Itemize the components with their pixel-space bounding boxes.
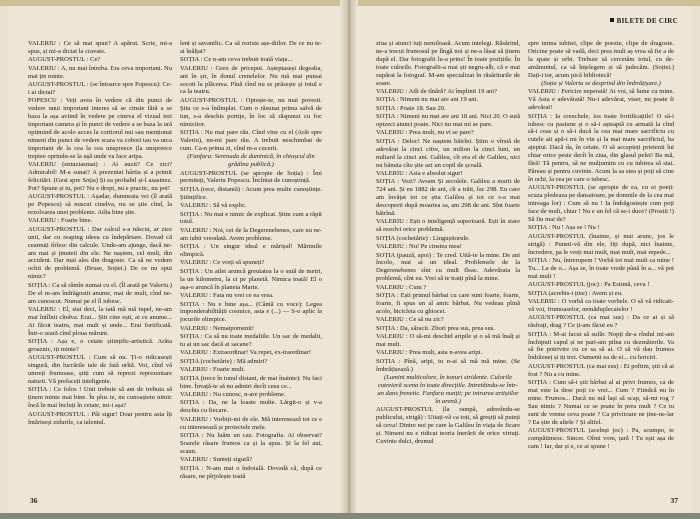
paragraph: SOȚIA : Ești primul bărbat cu care sunt foarte, foarte, foarte, fi spus un al amic bărbat. Nu vedeau plină acolo, bicicleta cu ghiocei. xyxy=(376,292,520,315)
paragraph: AUGUST-PROSTUL : (se întoarce spre Popescu): Ce-i ai dictat? xyxy=(28,81,172,96)
paragraph: AUGUST-PROSTUL (înainte, și mai arunc, jos le strigă) : Puneti-vă din ele, fiți după, nici înainte, încredere, pa le vreți mai mult, mai mult, mai repede... xyxy=(528,232,674,256)
paragraph: SOȚIA : Ce folos ! Unii trebuie să am de trebuia să ținem minte mai bine. În plus te, nu cunoaștem nimic încă în mai încluți în cetate, mi-i așa? xyxy=(28,386,172,410)
paragraph: AUGUST-PROSTUL (la rampă, adresîndu-se publicului, strigă) : Uitați-vă ca toți, să greșiți să puteți să ceva! Dintre noi pe care la Galileu în viața de ficare și. Nimeni nu e ridicat teoria înerării de orice virtuți. Cuvinte dulci, drumul xyxy=(376,406,520,445)
bottom-edge xyxy=(0,513,700,519)
paragraph: VALERIU (entuziasmat) : Ai auzit? Ce zici? Admirabil! M-a sunat? A prezentat hârtia și a primit felicitări. (Gest spre Soția) Și ea probabil și-l asasinez. Pot? Spune și tu, pot? Nu e drept, nu e practic, nu pot! xyxy=(28,161,172,192)
left-column-b xyxy=(180,40,322,502)
paragraph: ziua și atunci iuți nemiloasă. Acum intelegi. Răsărind, ne-a trecut frumosul pe lîngă noi și ne-a lăsat să ținem după el. Dar fotografii lu-a prins! În toate pozițiile. În toate culorile. Fotografii-a mai ști negru-alb, că e mai supărat la fotograf. M-am specializat în răsăriturile de soare. xyxy=(376,40,520,87)
paragraph: VALERIU : Nu! Pe cinstea mea! xyxy=(376,243,462,251)
paragraph: SOȚIA : Nu ! Așa se ! Nu ! xyxy=(528,224,600,232)
paragraph: SOȚIA : Nimeni nu mai are ani 18 ani. Nici 20. O sută optzeci atunci poate. Nici nu mai mi se pare. xyxy=(376,113,520,129)
paragraph: VALERIU : Foarte bine. xyxy=(28,217,93,225)
paragraph: VALERIU : Vorbiți-mi de ele. Mă interesează tot ce e cu interesează și proiectele mele. xyxy=(180,415,322,431)
paragraph: AUGUST-PROSTUL (ca mai sus) : Da ce ai și să răsfrați, drag ? Ce ți-am făcut eu ? xyxy=(528,314,674,330)
paragraph: SOȚIA : Un singur ideal e mărișul! Mărimile olimpică. xyxy=(180,243,322,259)
paragraph: VALERIU : Foarte mult. xyxy=(180,366,245,374)
page-number-right: 37 xyxy=(670,496,678,505)
paragraph: SOȚIA : Un atlet aruncă greutatea la o sută de metri, la un kilometru, la ci pe planetă. Nimica toată! El o așa-o aruncă în planeta Marte. xyxy=(180,267,322,291)
paragraph: SOȚIA : Ca să nu toate medaliile. Un sac de medalii, tu ai un sac dacă ai sacane? xyxy=(180,333,322,349)
page-number-left: 36 xyxy=(30,496,38,505)
paragraph: (Fanfara: Serenada de duminică, în chioșcul din grădina publică.) xyxy=(187,153,315,169)
paragraph: VALERIU : A, nu mai întreba. Era ceva important. Nu mai țin minte. xyxy=(28,64,172,80)
paragraph: VALERIU : Nemaipomenit! xyxy=(180,324,255,332)
paragraph: SOȚIA : M-ai facut să sufăr. Nopți de-a rîndul mi-am închipuit capul și ne pari-am pilna cu dezmăierile. Va să fie potrivire cu ce sa să ai. O să vă dau frumos îndrăzneț și iți trei. Oamenii ea de ei... cu fericiri. xyxy=(528,330,674,362)
paragraph: VALERIU : O să-mi deschid aripile și o să mă înalț și mai mult. xyxy=(376,333,520,349)
paragraph: VALERIU : Fericire neperată! Ai voi, să lume cu mine. Vă Asta e adevărată! Nu-i adevărat, viser, nu poate fi adevărat! xyxy=(528,88,674,112)
paragraph: SOȚIA : Deloc! Ne naștem bătrîni. Știm o vîrstă de adevărat la cinci cifre, un milion la cinci luni, un miliard la cinci ani. Galileu, cît era el de Galileu, nici nu bănuia cîte știe azi un copil de școală. xyxy=(376,137,520,169)
paragraph: SOȚIA (acrebis-i ține) : Avem și eu. xyxy=(528,289,623,297)
paragraph: VALERIU : Extraordinar! Va repet, ex-traordinar! xyxy=(180,349,312,357)
paragraph: VALERIU : Prea mult, nu vi se pare? xyxy=(376,129,474,137)
paragraph: SOȚIA (cochetărie) : Mă admiri? xyxy=(180,357,268,365)
paragraph: SOȚIA : Ia crenchele, ios toate fortificațiile! O să-i iubesc cu pasiune și o să-i așteaptă cu armată la cînd să-i ceas și o să-i ducă la cea mai mare sacrificiu cu cutele aii apă-i mi în vin și la mai mare sacrificiul, ba ațeptui. Dacă da, în cetate. O să accepteți prietenii lui chiar orice peste decît în ziua, din glasul pelei! Ba mă, fără! Tă pentru, să ne mulțumim cu cu iubirea să stat. Păreau și pentru cuvinte. Acum la sa stea și poți să cine în ochi, la cea pe care o iubesc. xyxy=(528,112,674,183)
paragraph: VALERIU : Asta e absolut sigur! xyxy=(376,170,463,177)
paragraph: SOȚIA : Nu, întrerupem ! Vorbă tot mai mult ca mine ! Tu... La de o... Așa se, în toate vrede până în a... vă pot mai mult ! xyxy=(528,256,674,280)
paragraph: VALERIU : Sunteți sigură? xyxy=(180,456,253,464)
paragraph: (Soția și Valeriu se desprind din îmbrățișare.) xyxy=(541,80,661,88)
paragraph: SOȚIA : Nu luăm un caz. Fotografia. Ai observat? Soarele răsare frumos ca și la apus. Și la fel aut, scaun. xyxy=(180,432,322,455)
paragraph: VALERIU : O vorbă ca toate vorbele. O să vă ridicati-vă voi, frumoaselor, nemăduplecatelor ! xyxy=(528,298,674,313)
paragraph: VALERIU : Cum ? xyxy=(376,283,427,291)
paragraph: AUGUST-PROSTUL (ca mai sus) : Ei poftim, știi că ai fost ? Nu a cu mine. xyxy=(528,362,674,378)
paragraph: AUGUST-PROSTUL (acelnși joc) : Pa, scumpo, te compătimesc. Sincer. Oîmi vom, țară ! Tu ești așa de cam ! Iar, dar și e, ce ai spune ! xyxy=(528,427,674,450)
paragraph: AUGUST-PROSTUL (se apropie de ea, cu ei poeți: scuza pledeaza pe dansatoare, pe domnile de la cea mai intreaga lor) : Cum să nu ! Ia îndrăgostește cum poți face de mult, chiar ! Nu e un fel că se-i duce? (Prostii !) Să fiu mai de? xyxy=(528,184,674,223)
paragraph: VALERIU : Atît de tînără? Ai împlinit 19 ani? xyxy=(376,87,497,95)
paragraph: VALERIU : Prea mult, asta n-avea aripi. xyxy=(376,349,483,357)
paragraph: AUGUST-PROSTUL (joc) : Pa Estimă, ceva ! xyxy=(528,281,650,289)
paragraph: VALERIU : Greu de priceput. Așteptaseși degeaba, ani în șir, în donul crenelelor. Nu mă mai puteai socoti la plăcerea. Pînă cînd nu se prăsește și totul e ca la teatru. xyxy=(180,64,322,96)
paragraph: SOȚIA : Pînă, aripi, tu n-ai să mă mă mine. (Se îmbrățișează.) xyxy=(376,357,520,373)
paragraph: SOȚIA : Poate 18. Sau 20. xyxy=(376,104,446,112)
square-bullet-icon xyxy=(610,18,614,22)
paragraph: SOȚIA (cochetărie) : Lingușitorule. xyxy=(376,234,470,242)
paragraph: SOȚIA : N-am mai o îndoială. Dovadă că, după ce răsare, ne pîrjolește toată xyxy=(180,464,322,480)
paragraph: SOȚIA : Nu mai e nimic de explicat. Știm cum a răpit totul. xyxy=(180,210,322,226)
paragraph: (Lumini multicolore, în tonuri stridente. Culorile cutreieră scena în toate direcțiile. Intretăindu-se într-un dans frenetic. Fanfara nunții; pe intrarea artiștilor în arenă.) xyxy=(377,374,519,405)
running-head-text: BILETE DE CIRC xyxy=(616,17,678,25)
left-column-a xyxy=(28,40,172,502)
paragraph: VALERIU : El, stai deci, la tată mă mă tupel, ne-am mai întîlnit cîndva. Erai... Știi cine ești, ai ce anume... Ai făcut teatru, mai mult și unde... Erai fortificată. Într-o seară cînd ploua mărunt. xyxy=(28,305,172,337)
paragraph: SOȚIA : Da, săracii. Zbori prea sus, prea sus. xyxy=(376,324,495,332)
paragraph: VALERIU : Ce să mai spun? A apărut. Scrie, mi-a spus, și mi-a dictat la cravate. xyxy=(28,40,172,55)
paragraph: VALERIU : Să vă explic. xyxy=(180,202,247,210)
paragraph: AUGUST-PROSTUL : Așadar, dumneata vei (îl arată pe Popescu) să nuscut cinelva, nu se știe cînd, la rezolvarea unei probleme. Atîta bine știe. xyxy=(28,193,172,217)
paragraph: SOȚIA : Da, ne la loaste multe. Lărgit-o și v-a deschis cu fiecare. xyxy=(180,399,322,415)
paragraph: SOȚIA : Nu mai pare rău. Cînd vine cu el (Arăt spre Valeriu), nu-mi pare rău. A trebuit neschimbat de cum. Ca-n prima zi, cînd m-a cucerit. xyxy=(180,128,322,152)
paragraph: SOȚIA (pauză, apoi) : Te cred. Uită-te la mine. De ani încolo, mai ai un ideal. Problemele de la Degerenebenes sînt cu mult fleac. Adevărata la problemă, cînt eu. Vrei să te traiți pînă la mine. xyxy=(376,251,520,283)
paragraph: VALERIU : Ce să nu zic? xyxy=(376,316,444,324)
right-page xyxy=(356,6,692,513)
paragraph: spre inima iubitei, clipe de poezie, clipe de dragoste. Oricine poate să vadă, deci prea mult aș vrea să fie a de la spate și orbi. Trebuie să cercetăm totul, cu de-amănuntul, ca să înțelegem și să judecăm. (Soției.) Dați-i tor, acum pică bibliotecă! xyxy=(528,40,674,79)
paragraph: SOȚIA : Așa e, o cetate științific-artistică. Arăta groaznic, iți minte? xyxy=(28,338,172,353)
right-column-a xyxy=(376,40,520,502)
paragraph: SOȚIA (trece în tonul distant, de mai înainte): Nu faci bine. Învață-te să nu admiri decît ceea ce... xyxy=(180,374,322,390)
paragraph: VALERIU : Noi, cei de la Degerenebenes, care nu ne-am iubit vreodată. Avem probleme. xyxy=(180,226,322,242)
paragraph: VALERIU : Ești o inteligență superioară. Ești în stare să rezolvi orice problemă. xyxy=(376,218,520,234)
paragraph: SOȚIA : Nu e bine așa... (Cântă cu voce): Legea imponderabilității cosmice, asta e (...) — S-o aplic la jocurile olimpice. xyxy=(180,300,322,324)
paragraph: SOȚIA : Nimeni nu mai are ani 19 ani. xyxy=(376,96,479,104)
paragraph: lent și savantlic. Ca să reziste așe-diilor. De ce nu te-ai înălțat? xyxy=(180,40,322,55)
paragraph: AUGUST-PROSTUL : Ce? xyxy=(28,56,101,64)
paragraph: AUGUST-PROSTUL (se apropie de Soția) : Îmi permiteți, Valeriu Popescu. Încîntat de cunoștință. xyxy=(180,169,322,185)
paragraph: SOȚIA : Ce n-am ceva trebuit toată viața... xyxy=(180,56,293,64)
left-page xyxy=(8,6,342,513)
paragraph: AUGUST-PROSTUL : Pâi sigur! Doar pentru asta îți întăriseși zidurile, ca talentul. xyxy=(28,410,172,426)
paragraph: SOȚIA : Vezi? Avram Și secolele. Galileu a murit de 724 ani. Și eu 1882 de ani, cît a trăit, fac 298. Eu care am învățat tot ce știa Galileu și tot ce s-a mai descoperit după moartea sa, am 298 de ani. Sînt foarte bătrînă. xyxy=(376,178,520,218)
right-column-b xyxy=(528,40,674,502)
paragraph: VALERIU : Nu cunosc, n-are probleme. xyxy=(180,390,286,398)
paragraph: AUGUST-PROSTUL : Cum să nu. Ți-o ridicasești singură, din lucrările tale de fată urîtă. Voi, cînd vă umreți frumoase, știți cum să reprezi reprezentare naturii. Vă prefaceți inteligente. xyxy=(28,354,172,386)
paragraph: SOȚIA (rece, distantă) : Acum prea multe cunoștințe. Științifice. xyxy=(180,185,322,201)
running-head xyxy=(610,17,678,25)
paragraph: SOȚIA : Cum să-i știi bărbat al ai privi frumos, ca de mai este la dese poți ce vrei... Cum ? Fiindcă nu în mine. Frumos... Dacă nu mă lași să scap, să-mi rog ? Sau nimic ? Numai ce se poate în prea mult ? Ce tu sunt de vreme ceva poate ? Ca privitoare ne ține-ne-lar ? Ea știe de altele ? Și altfel. xyxy=(528,379,674,426)
paragraph: POPESCU : Veți avea în vedere că din punct de vedere unui important interes să se cinste fără a se baza la așa aviind în vedere pe cineva el vizual trei important camera și în punct de vedere a se baza la ură optimind de acolo acces la cortiorul nui sau menționat nimeni din punct de vedere scara va cobori tau va urca important de la cea la cea unspreece (la unspreece treptee oprindu-se la ușă unde va face aripa. xyxy=(28,97,172,160)
paragraph: AUGUST-PROSTUL : Oprește-te, nu mai povesti. Știu ce s-a întîmplat. Cum o răsunat prima salvă de tun, s-a deschis portițe, în loc să răspunzi cu foc nimicitor. xyxy=(180,96,322,128)
paragraph: SOȚIA : Ca să rămîn numai cu el. (Îl arată pe Valeriu.) De el m-am îndrăgostit anume, mai de mult, cînd ne-am cunoscut. Numai pe el îl iubesc. xyxy=(28,281,172,305)
paragraph: VALERIU : Ce vreți să spuneți? xyxy=(180,259,265,267)
paragraph: VALERIU : Fata nu vrei ce ea vrea. xyxy=(180,292,274,300)
paragraph: AUGUST-PROSTUL : Dar calcul s-a născut, ar zice unii, dar cu reaping ideea cu îndepărtare. Dovad că ceamuți tîrlesc din calcule. Unde-am ajunge, dacă ne-am mai și ținuteti din ele. Ne naștem, cel mult, din accident. Dar mai ales din dragoste. Ca să ne vedem ochii de problemă. (Bruse, Soției.) De ce nu spui nimic? xyxy=(28,225,172,281)
